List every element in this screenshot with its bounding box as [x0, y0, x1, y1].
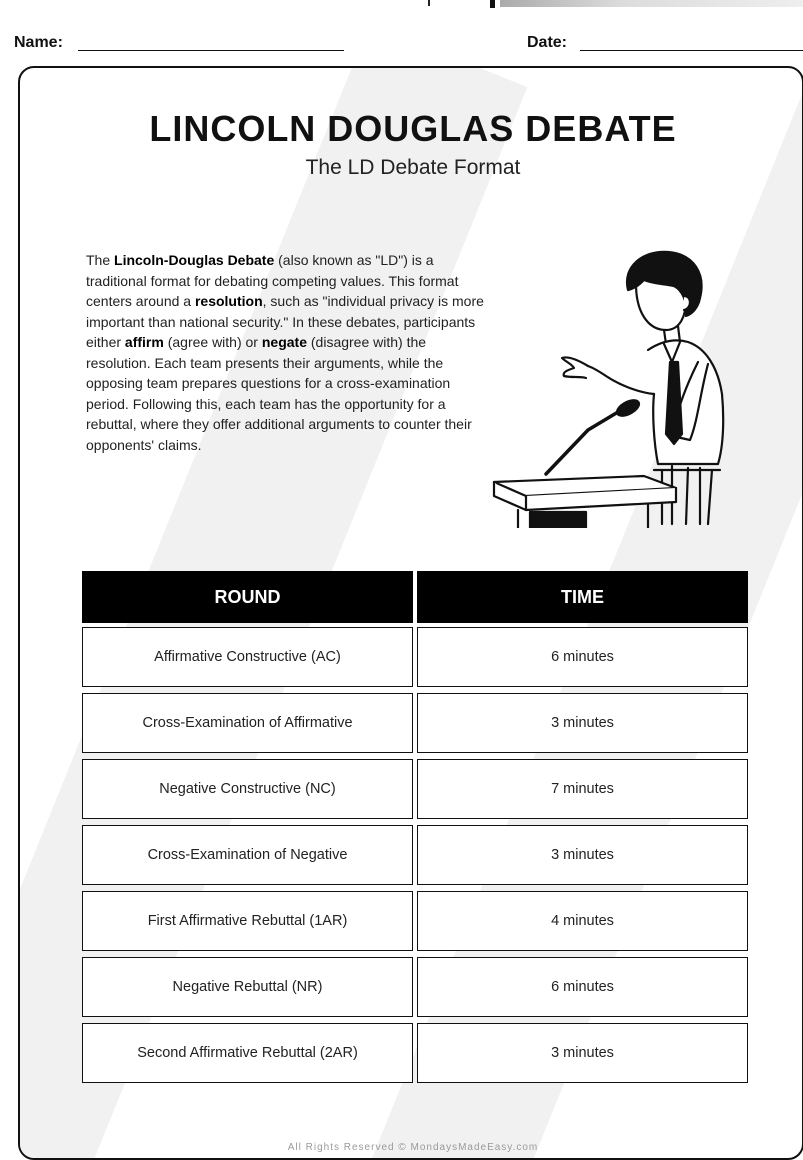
- term-negate: negate: [261, 334, 307, 350]
- round-cell: Affirmative Constructive (AC): [82, 627, 413, 687]
- name-label: Name:: [14, 34, 63, 51]
- time-cell: 3 minutes: [417, 693, 748, 753]
- strip-mark: [490, 0, 495, 8]
- copyright-footer: All Rights Reserved © MondaysMadeEasy.com: [287, 1142, 539, 1153]
- strip-gradient: [500, 0, 803, 7]
- page-title: LINCOLN DOUGLAS DEBATE: [149, 108, 677, 149]
- time-cell: 6 minutes: [417, 627, 748, 687]
- date-label: Date:: [527, 34, 568, 51]
- round-cell: First Affirmative Rebuttal (1AR): [82, 891, 413, 951]
- debater-at-podium-illustration: [468, 244, 726, 528]
- time-cell: 6 minutes: [417, 957, 748, 1017]
- round-cell: Second Affirmative Rebuttal (2AR): [82, 1023, 413, 1083]
- name-field-line[interactable]: [78, 50, 344, 51]
- name-date-row: [0, 30, 803, 58]
- intro-paragraph: The Lincoln-Douglas Debate (also known as "LD") is a traditional format for debating competing values. This format centers around a resolution, such as "individual privacy is more important than national security." In these debates, participants either affirm (agree with) or negate (disagree with) the resolution. Each team presents their arguments, while the opposing team prepares questions for a cross-examination period. Following this, each team has the opportunity for a rebuttal, where they offer additional arguments to counter their opponents' claims.: [86, 252, 484, 453]
- time-cell: 7 minutes: [417, 759, 748, 819]
- time-cell: 3 minutes: [417, 825, 748, 885]
- round-cell: Cross-Examination of Negative: [82, 825, 413, 885]
- time-cell: 4 minutes: [417, 891, 748, 951]
- term-resolution: resolution: [194, 293, 263, 309]
- term-lincoln-douglas-debate: Lincoln-Douglas Debate: [114, 252, 275, 268]
- worksheet-card: [18, 66, 803, 1160]
- round-cell: Cross-Examination of Affirmative: [82, 693, 413, 753]
- term-affirm: affirm: [124, 334, 164, 350]
- time-cell: 3 minutes: [417, 1023, 748, 1083]
- round-cell: Negative Constructive (NC): [82, 759, 413, 819]
- date-field-line[interactable]: [580, 50, 803, 51]
- time-column-header: TIME: [417, 571, 748, 623]
- top-crop-strip: [0, 0, 803, 8]
- strip-tick: [428, 0, 430, 6]
- round-column-header: ROUND: [82, 571, 413, 623]
- page-subtitle: The LD Debate Format: [305, 156, 521, 179]
- round-cell: Negative Rebuttal (NR): [82, 957, 413, 1017]
